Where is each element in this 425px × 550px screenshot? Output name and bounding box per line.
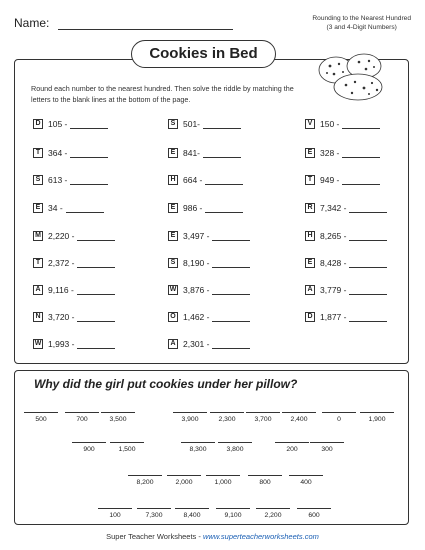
answer-blank[interactable] [342,176,380,185]
answer-blank[interactable] [212,232,250,241]
problem-number: 841- [183,148,201,158]
problem-letter: H [305,231,315,241]
problem-letter: W [34,340,42,347]
problem-number: 1,462 - [183,312,210,322]
problem-letter: S [168,258,178,268]
problem-item [33,338,115,350]
riddle-blank-line[interactable] [360,412,394,413]
problem-item [305,202,387,214]
problem-letter: W [169,286,177,293]
riddle-answer [24,412,58,423]
answer-blank[interactable] [205,204,243,213]
riddle-number: 9,100 [224,512,242,519]
riddle-blank-line[interactable] [282,412,316,413]
riddle-blank-line[interactable] [322,412,356,413]
riddle-number: 900 [83,446,95,453]
riddle-answer [175,508,209,519]
answer-blank[interactable] [205,176,243,185]
riddle-blank-line[interactable] [175,508,209,509]
riddle-number: 1,500 [118,446,136,453]
problem-number: 364 - [48,148,68,158]
problem-item [305,257,387,269]
riddle-blank-line[interactable] [110,442,144,443]
problem-item [168,284,250,296]
riddle-blank-line[interactable] [210,412,244,413]
riddle-number: 2,400 [290,416,308,423]
problem-item [168,147,241,159]
riddle-blank-line[interactable] [65,412,99,413]
name-label: Name: [14,16,50,30]
problem-item [168,338,250,350]
problem-number: 8,190 - [183,258,210,268]
riddle-number: 2,000 [175,479,193,486]
riddle-number: 7,300 [145,512,163,519]
riddle-number: 100 [109,512,121,519]
riddle-number: 8,400 [183,512,201,519]
name-blank-line[interactable] [58,29,233,30]
problem-number: 1,877 - [320,312,347,322]
riddle-answer [206,475,240,486]
riddle-number: 600 [308,512,320,519]
instructions: Round each number to the nearest hundred. Then solve the riddle by matching the letters to the blank lines at the bottom of the page. [31,84,294,104]
problem-letter: M [33,231,43,241]
answer-blank[interactable] [70,149,108,158]
riddle-answer [72,442,106,453]
problem-number: 2,301 - [183,339,210,349]
riddle-number: 300 [321,446,333,453]
problem-item [33,230,115,242]
problem-letter: E [33,203,43,213]
riddle-answer [137,508,171,519]
problem-number: 3,876 - [183,285,210,295]
riddle-answer [282,412,316,423]
cookie-3 [334,74,382,100]
answer-blank[interactable] [70,120,108,129]
problem-number: 150 - [320,119,340,129]
riddle-answer [181,442,215,453]
problem-letter: H [168,175,178,185]
answer-blank[interactable] [212,313,250,322]
problem-item [33,118,108,130]
riddle-blank-line[interactable] [310,442,344,443]
riddle-number: 3,700 [254,416,272,423]
riddle-number: 500 [35,416,47,423]
worksheet-subtitle [312,15,411,32]
problem-letter: T [305,175,315,185]
problem-item [33,284,115,296]
problem-letter: D [33,119,43,129]
subtitle-line-2: (3 and 4-Digit Numbers) [326,23,397,31]
answer-blank[interactable] [77,313,115,322]
problem-item [168,118,241,130]
problem-letter: D [305,312,315,322]
riddle-answer [256,508,290,519]
problem-item [305,147,380,159]
subtitle-line-1: Rounding to the Nearest Hundred [312,15,411,22]
answer-blank[interactable] [203,120,241,129]
riddle-answer [248,475,282,486]
problem-number: 2,372 - [48,258,75,268]
riddle-answer [210,412,244,423]
answer-blank[interactable] [77,259,115,268]
answer-blank[interactable] [349,313,387,322]
problem-letter: E [168,203,178,213]
riddle-number: 2,200 [264,512,282,519]
riddle-answer [98,508,132,519]
answer-blank[interactable] [70,176,108,185]
problem-number: 613 - [48,175,68,185]
riddle-number: 3,800 [226,446,244,453]
problem-letter: R [305,203,315,213]
riddle-blank-line[interactable] [167,475,201,476]
riddle-blank-line[interactable] [216,508,250,509]
riddle-number: 400 [300,479,312,486]
riddle-number: 2,300 [218,416,236,423]
riddle-answer [218,442,252,453]
problem-number: 3,720 - [48,312,75,322]
riddle-blank-line[interactable] [206,475,240,476]
problem-letter: E [168,148,178,158]
problem-item [305,284,387,296]
problem-item [168,311,250,323]
problem-number: 3,497 - [183,231,210,241]
riddle-blank-line[interactable] [297,508,331,509]
riddle-number: 0 [337,416,341,423]
footer-text: Super Teacher Worksheets - [106,532,203,541]
answer-blank[interactable] [212,259,250,268]
problem-letter: A [168,339,178,349]
problem-item [305,174,380,186]
riddle-answer [275,442,309,453]
riddle-blank-line[interactable] [248,475,282,476]
problem-item [168,174,243,186]
riddle-blank-line[interactable] [101,412,135,413]
problem-number: 328 - [320,148,340,158]
riddle-blank-line[interactable] [128,475,162,476]
problem-number: 664 - [183,175,203,185]
problem-letter: A [305,285,315,295]
problem-number: 105 - [48,119,68,129]
riddle-blank-line[interactable] [24,412,58,413]
riddle-blank-line[interactable] [275,442,309,443]
riddle-blank-line[interactable] [218,442,252,443]
problem-item [33,147,108,159]
answer-blank[interactable] [203,149,241,158]
riddle-blank-line[interactable] [137,508,171,509]
problem-number: 1,993 - [48,339,75,349]
problem-letter: S [168,119,178,129]
answer-blank[interactable] [349,286,387,295]
riddle-answer [360,412,394,423]
cookies-illustration [314,52,394,107]
problem-item [305,311,387,323]
problem-number: 501- [183,119,201,129]
problem-number: 986 - [183,203,203,213]
problem-letter: A [33,285,43,295]
problem-letter: E [168,231,178,241]
riddle-answer [246,412,280,423]
riddle-number: 8,300 [189,446,207,453]
answer-blank[interactable] [349,259,387,268]
problem-number: 9,116 - [48,285,74,295]
riddle-answer [322,412,356,423]
worksheet-title: Cookies in Bed [131,40,276,68]
riddle-blank-line[interactable] [246,412,280,413]
riddle-answer [297,508,331,519]
problem-item [33,257,115,269]
riddle-blank-line[interactable] [173,412,207,413]
riddle-answer [101,412,135,423]
problem-number: 2,220 - [48,231,75,241]
riddle-blank-line[interactable] [289,475,323,476]
problem-number: 949 - [320,175,340,185]
problem-letter: S [33,175,43,185]
answer-blank[interactable] [212,286,250,295]
answer-blank[interactable] [77,340,115,349]
answer-blank[interactable] [66,204,104,213]
problem-letter: T [33,148,43,158]
footer [0,532,425,541]
riddle-question: Why did the girl put cookies under her pillow? [34,377,298,391]
riddle-number: 800 [259,479,271,486]
answer-blank[interactable] [77,232,115,241]
riddle-number: 1,000 [214,479,232,486]
problem-item [305,118,380,130]
riddle-number: 8,200 [136,479,154,486]
problem-number: 34 - [48,203,63,213]
answer-blank[interactable] [349,204,387,213]
problem-letter: E [305,258,315,268]
problem-item [168,230,250,242]
riddle-answer [167,475,201,486]
problem-item [33,202,104,214]
riddle-answer [173,412,207,423]
riddle-number: 3,900 [181,416,199,423]
riddle-answer [128,475,162,486]
problem-item [33,311,115,323]
problem-item [33,174,108,186]
riddle-answer [216,508,250,519]
problem-number: 8,265 - [320,231,347,241]
answer-blank[interactable] [342,149,380,158]
problem-number: 8,428 - [320,258,347,268]
riddle-number: 1,900 [368,416,386,423]
problem-number: 3,779 - [320,285,347,295]
problem-letter: T [33,258,43,268]
answer-blank[interactable] [342,120,380,129]
answer-blank[interactable] [212,340,250,349]
riddle-blank-line[interactable] [181,442,215,443]
footer-url[interactable]: www.superteacherworksheets.com [202,532,319,541]
riddle-blank-line[interactable] [256,508,290,509]
riddle-blank-line[interactable] [98,508,132,509]
problem-item [168,257,250,269]
problem-letter: N [33,312,43,322]
problem-number: 7,342 - [320,203,347,213]
riddle-number: 200 [286,446,298,453]
riddle-answer [310,442,344,453]
riddle-answer [110,442,144,453]
problem-letter: O [168,312,178,322]
problem-letter: V [305,119,315,129]
answer-blank[interactable] [349,232,387,241]
riddle-answer [65,412,99,423]
problem-item [168,202,243,214]
riddle-blank-line[interactable] [72,442,106,443]
problem-letter: E [305,148,315,158]
riddle-number: 3,500 [109,416,127,423]
answer-blank[interactable] [77,286,115,295]
riddle-number: 700 [76,416,88,423]
riddle-answer [289,475,323,486]
problem-item [305,230,387,242]
